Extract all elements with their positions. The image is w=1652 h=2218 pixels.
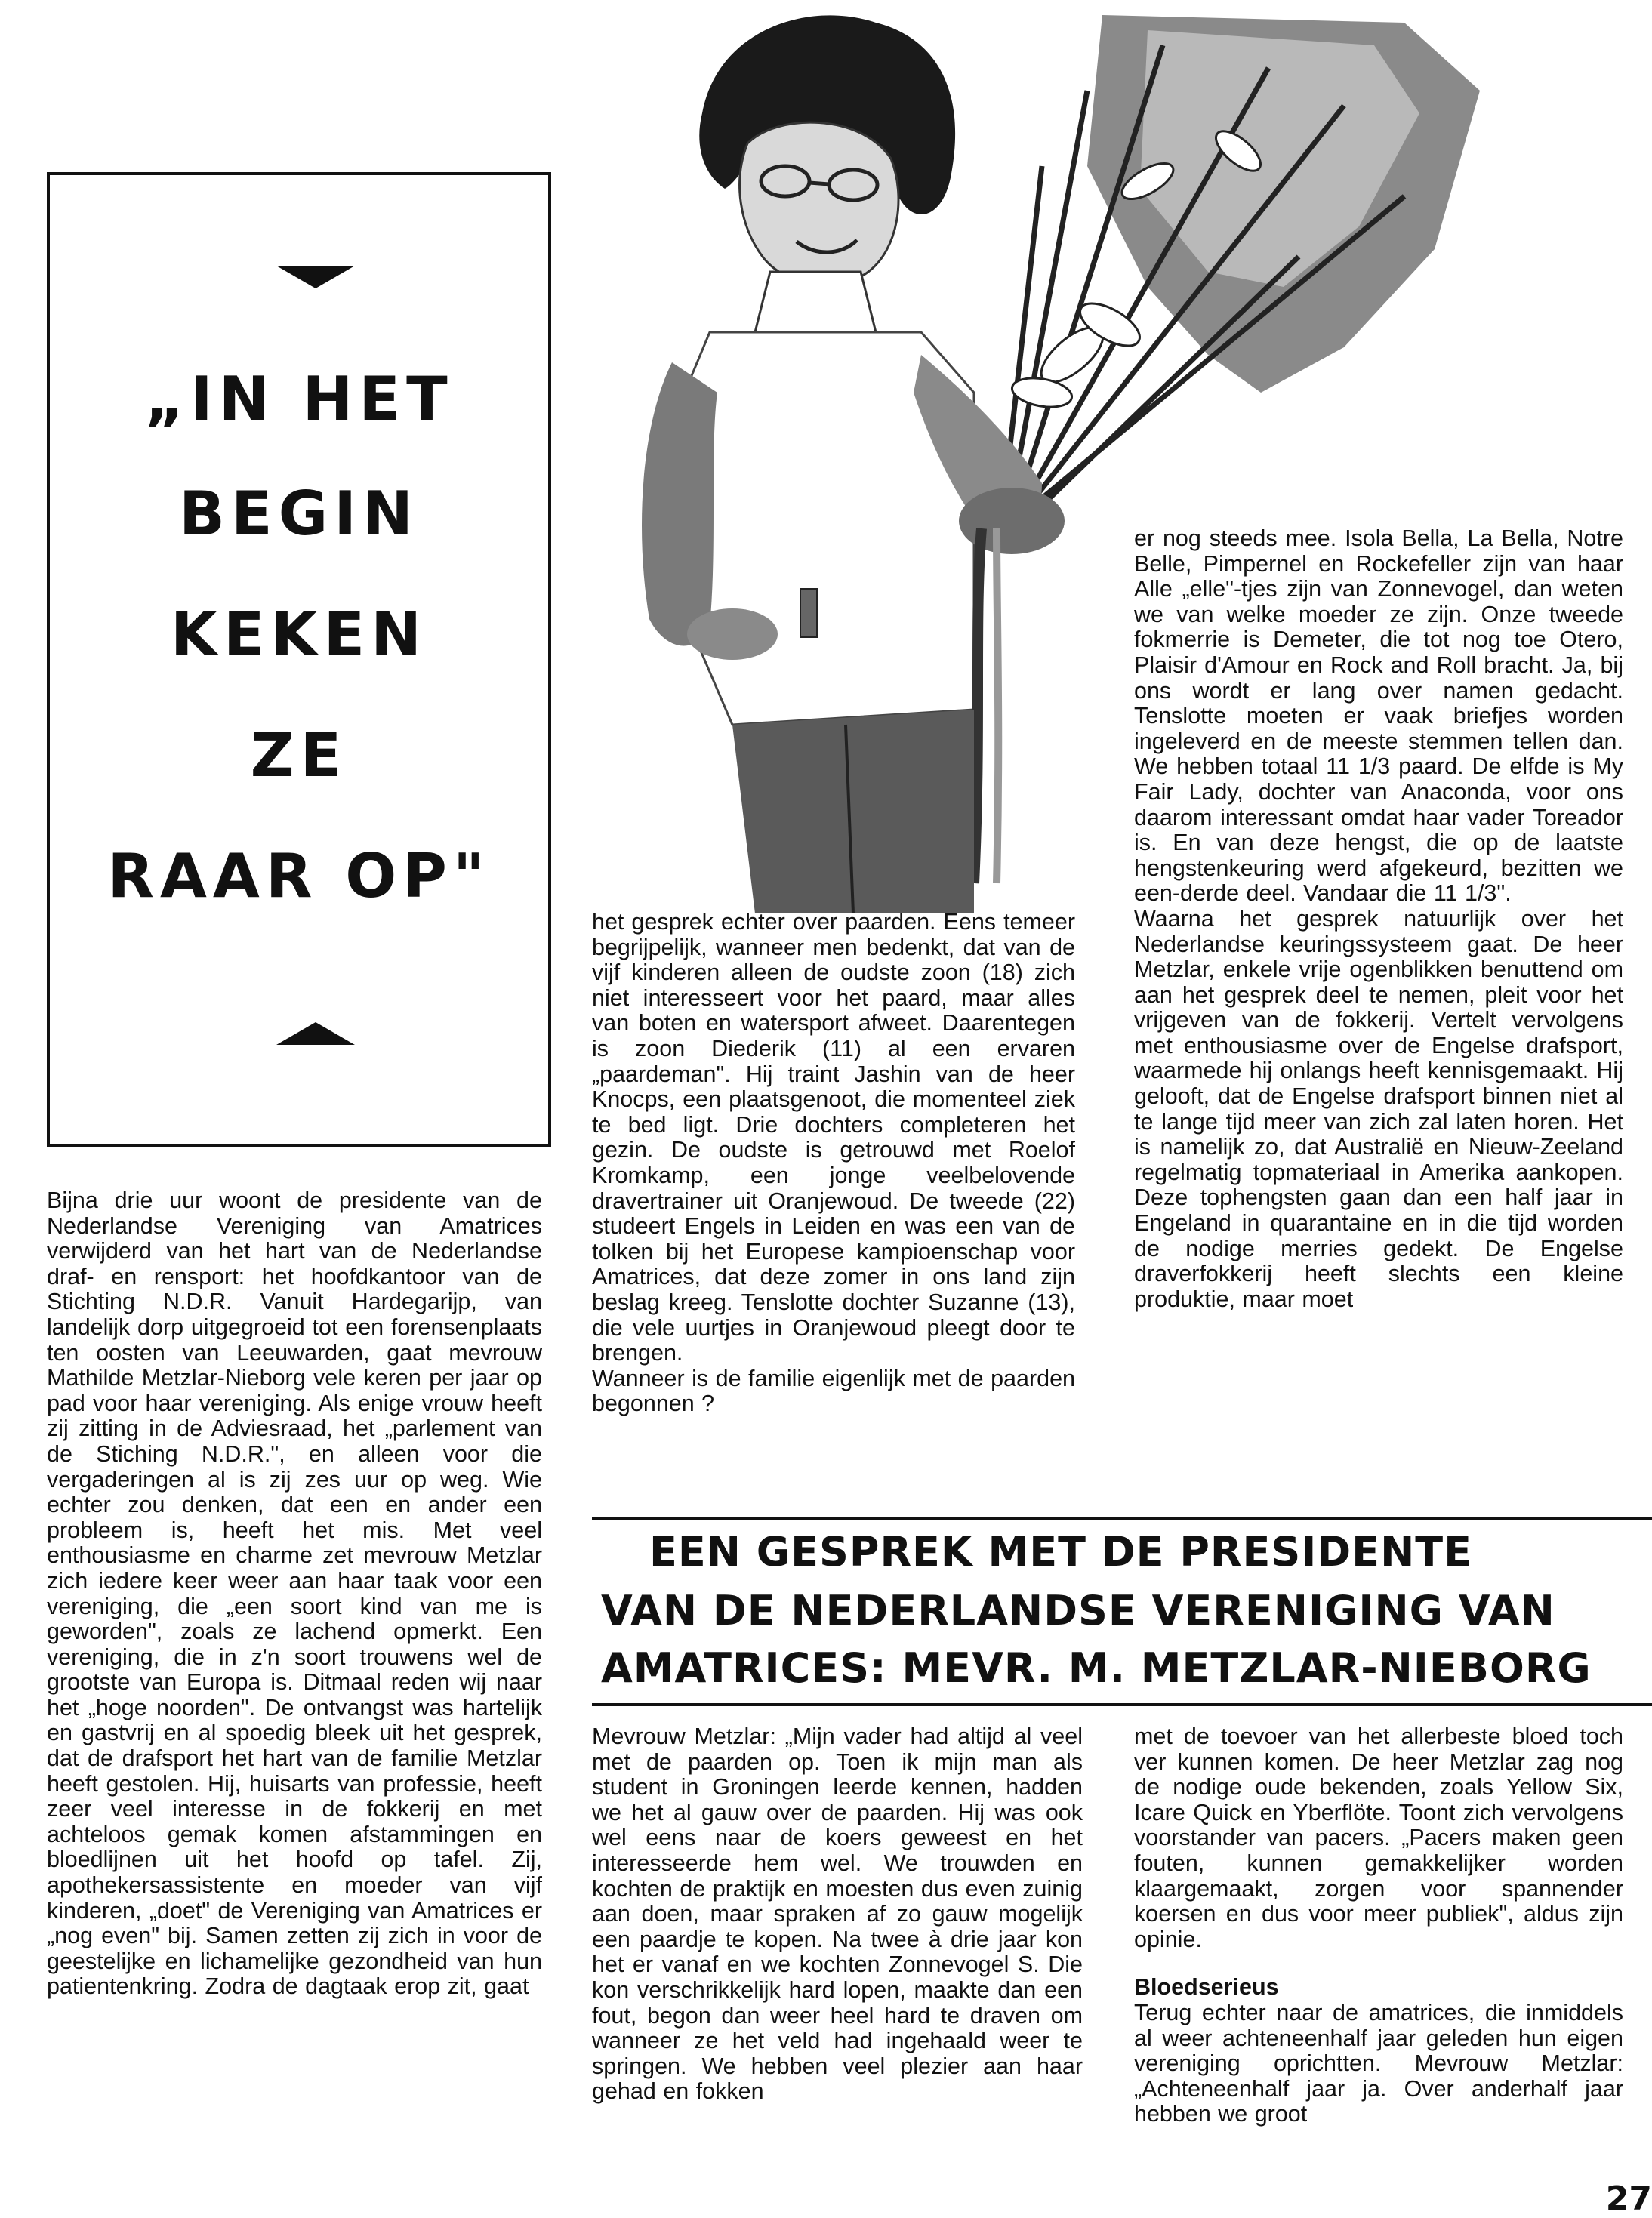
subheadline-line-2: VAN DE NEDERLANDSE VERENIGING VAN <box>601 1587 1555 1634</box>
article-column-right-top <box>1134 526 1623 1312</box>
paragraph: Mevrouw Metzlar: „Mijn vader had altijd al veel met de paarden op. Toen ik mijn man als student in Groningen leerde kennen, hadden we het al gauw over de paarden. Hij was ook wel eens naar de koers geweest en het interesseerde hem wel. We trouwden en kochten de praktijk en moesten dus even zuinig aan doen, maar spraken af zo gauw mogelijk een paardje te kopen. Na twee à drie jaar kon het er vanaf en we kochten Zonnevogel S. Die kon verschrikkelijk hard lopen, maakte dan een fout, begon dan weer heel hard te draven om wanneer ze het veld had ingehaald weer te springen. We hebben veel plezier aan haar gehad en fokken <box>592 1724 1083 2105</box>
section-subheading: Bloedserieus <box>1134 1974 1279 2001</box>
headline-line-5: RAAR OP" <box>107 841 491 911</box>
headline-line-3: KEKEN <box>170 599 428 670</box>
paragraph: Wanneer is de familie eigenlijk met de paarden begonnen ? <box>592 1365 1075 1417</box>
subheadline-line-3: AMATRICES: MEVR. M. METZLAR-NIEBORG <box>601 1644 1592 1692</box>
divider-bottom <box>592 1703 1652 1706</box>
paragraph: er nog steeds mee. Isola Bella, La Bella, Notre Belle, Pimpernel en Rockefeller zijn van haar Alle „elle"-tjes zijn van Zonnevogel, dan weten we van welke moeder ze zijn. Onze tweede fokmerrie is Demeter, die tot nog toe Otero, Plaisir d'Amour en Rock and Roll bracht. Ja, bij ons wordt er lang over namen gedacht. Tenslotte moeten er vaak briefjes worden ingeleverd en de meeste stemmen tellen dan. We hebben totaal 11 1/3 paard. De elfde is My Fair Lady, dochter van Anaconda, voor ons daarom interessant omdat haar vader Toreador is. En van deze hengst, die op de laatste hengstenkeuring werd afgekeurd, bezitten we een-derde deel. Vandaar die 11 1/3". <box>1134 525 1623 907</box>
article-column-middle-top <box>592 910 1075 1417</box>
headline-line-2: BEGIN <box>178 479 419 549</box>
paragraph: het gesprek echter over paarden. Eens temeer begrijpelijk, wanneer men bedenkt, dat van de vijf kinderen alleen de oudste zoon (18) zich niet interesseert voor het paard, maar alles van boten en watersport afweet. Daarentegen is zoon Diederik (11) al een ervaren „paardeman". Hij traint Jashin van de heer Knocps, een plaatsgenoot, die momenteel ziek te bed ligt. Drie dochters completeren het gezin. De oudste is getrouwd met Roelof Kromkamp, een jonge veelbelovende dravertrainer uit Oranjewoud. De tweede (22) studeert Engels in Leiden en was een van de tolken bij het Europese kampioenschap voor Amatrices, dat deze zomer in ons land zijn beslag kreeg. Tenslotte dochter Suzanne (13), die vele uurtjes in Oranjewoud pleegt door te brengen. <box>592 909 1075 1366</box>
paragraph: met de toevoer van het allerbeste bloed toch ver kunnen komen. De heer Metzlar zag nog de nodige oude bekenden, zoals Yellow Six, Icare Quick en Yberflöte. Toont zich vervolgens voorstander van pacers. „Pacers maken geen fouten, kunnen gemakkelijker worden klaargemaakt, zorgen voor spannender koersen en dus voor meer publiek", aldus zijn opinie. <box>1134 1724 1623 1952</box>
triangle-down-icon <box>276 266 355 288</box>
headline-line-4: ZE <box>250 720 348 790</box>
paragraph: Waarna het gesprek natuurlijk over het Nederlandse keuringssysteem gaat. De heer Metzlar, enkele vrije ogenblikken benuttend om aan het gesprek deel te nemen, pleit voor het vrijgeven van de fokkerij. Vertelt vervolgens met enthousiasme over de Engelse drafsport, waarmede hij onlangs heeft kennisgemaakt. Hij gelooft, dat de Engelse drafsport binnen niet al te lange tijd meer van zich zal laten horen. Het is namelijk zo, dat Australië en Nieuw-Zeeland regelmatig topmateriaal in Amerika aankopen. Deze tophengsten gaan dan een half jaar in Engeland in quarantaine en in die tijd worden de nodige merries gedekt. De Engelse draverfokkerij heeft slechts een kleine produktie, maar moet <box>1134 905 1623 1312</box>
article-column-left <box>47 1188 542 2000</box>
article-column-right-bottom <box>1134 1724 1623 2127</box>
triangle-up-icon <box>276 1022 355 1045</box>
headline-line-1: „IN HET <box>144 364 454 434</box>
divider-top <box>592 1517 1652 1520</box>
page-number: 27 <box>1605 2179 1652 2218</box>
subheadline-line-1: EEN GESPREK MET DE PRESIDENTE <box>649 1528 1472 1576</box>
paragraph: Bijna drie uur woont de presidente van de Nederlandse Vereniging van Amatrices verwijderd van het hart van de Nederlandse draf- en rensport: het hoofdkantoor van de Stichting N.D.R. Vanuit Hardegarijp, van landelijk dorp uitgegroeid tot een forensenplaats ten oosten van Leeuwarden, gaat mevrouw Mathilde Metzlar-Nieborg vele keren per jaar op pad voor haar vereniging. Als enige vrouw heeft zij zitting in de Adviesraad, het „parlement van de Stiching N.D.R.", en alleen voor die vergaderingen al is zij zes uur op weg. Wie echter zou denken, dat een en ander een probleem is, heeft het mis. Met veel enthousiasme en charme zet mevrouw Metzlar zich iedere keer weer aan haar taak voor een vereniging, die „een soort kind van me is geworden", zoals ze lachend opmerkt. Een vereniging, die in z'n soort trouwens wel de grootste van Europa is. Ditmaal reden wij naar het „hoge noorden". De ontvangst was hartelijk en gastvrij en al spoedig bleek uit het gesprek, dat de drafsport het hart van de familie Metzlar heeft gestolen. Hij, huisarts van professie, heeft zeer veel interesse in de fokkerij en met achteloos gemak komen afstammingen en bloedlijnen uit het hoofd op tafel. Zij, apothekersassistente en moeder van vijf kinderen, „doet" de Vereniging van Amatrices er „nog even" bij. Samen zetten zij zich in voor de geestelijke en lichamelijke gezondheid van hun patientenkring. Zodra de dagtaak erop zit, gaat <box>47 1188 542 2000</box>
headline-box <box>47 172 551 1147</box>
paragraph: Terug echter naar de amatrices, die inmiddels al weer achteneenhalf jaar geleden hun eigen vereniging oprichtten. Mevrouw Metzlar: „Achteneenhalf jaar ja. Over anderhalf jaar hebben we groot <box>1134 1999 1623 2127</box>
article-column-middle-bottom <box>592 1724 1083 2105</box>
